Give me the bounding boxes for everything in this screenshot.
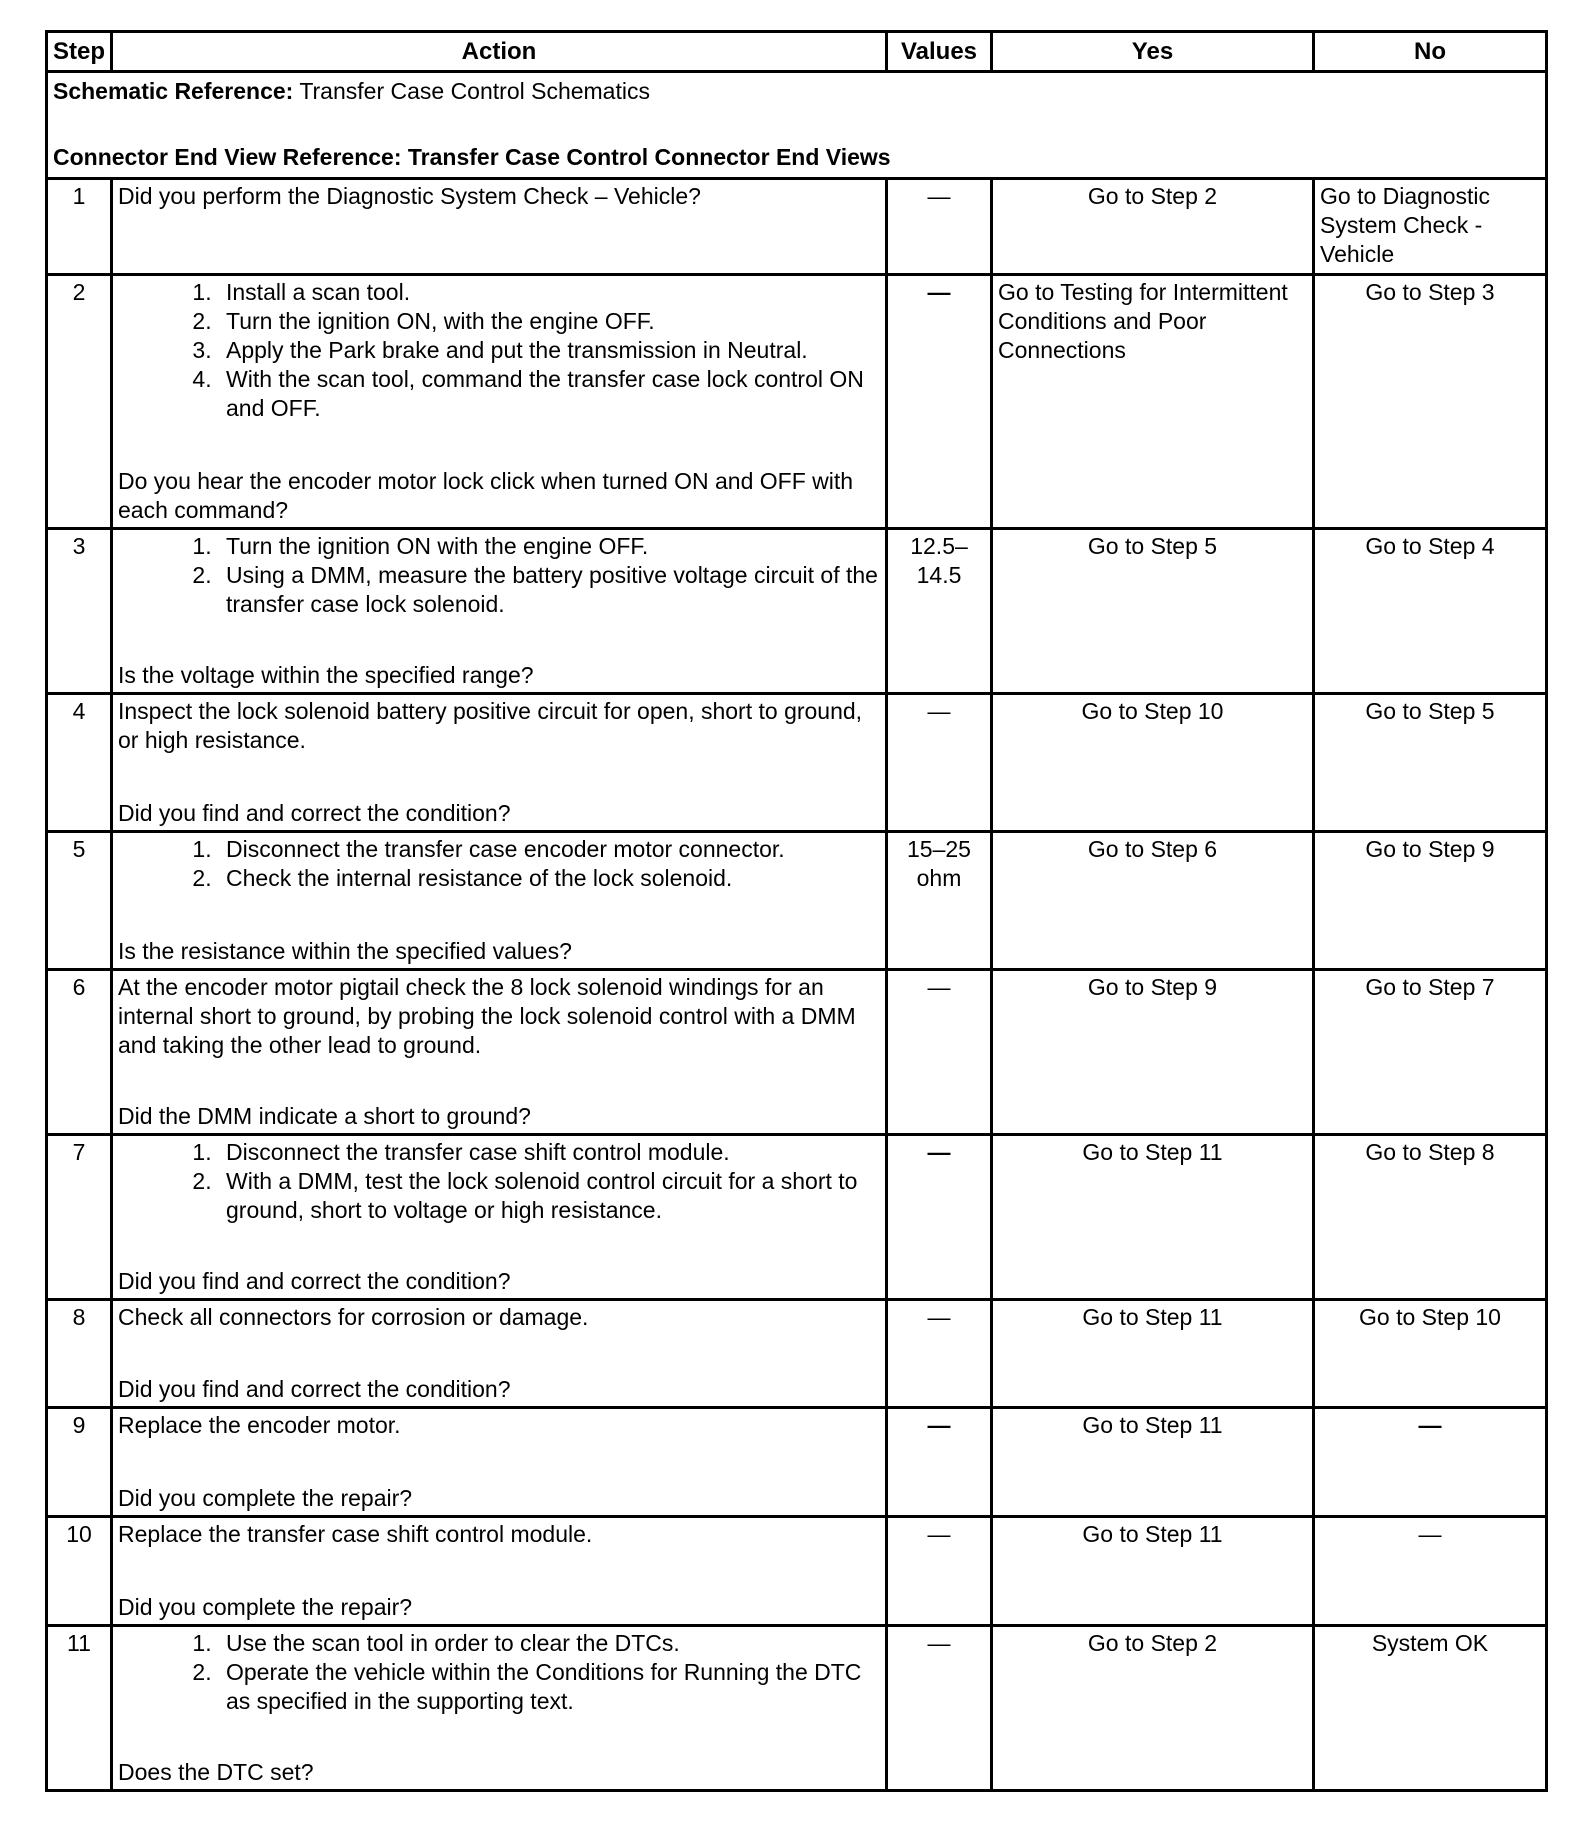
table-row [47,178,1547,275]
yes-cell[interactable]: Go to Step 10 [992,693,1314,831]
action-question: Did the DMM indicate a short to ground? [118,1102,531,1129]
table-row [47,1408,1547,1517]
yes-cell[interactable]: Go to Step 11 [992,1134,1314,1299]
step-number: 6 [47,969,112,1134]
action-list [118,1629,880,1716]
diagnostic-table [45,30,1548,1792]
action-list-item: 1. Disconnect the transfer case shift control module. [218,1138,880,1167]
action-intro: Inspect the lock solenoid battery positive circuit for open, short to ground, or high resistance. [118,697,863,753]
action-list [118,532,880,619]
step-number: 1 [47,178,112,275]
action-cell [112,693,887,831]
no-cell[interactable]: Go to Step 3 [1314,275,1547,529]
no-cell[interactable]: Go to Step 9 [1314,831,1547,969]
step-number: 10 [47,1517,112,1626]
step-number: 2 [47,275,112,529]
action-cell [112,969,887,1134]
action-list-item: 2. Check the internal resistance of the lock solenoid. [218,864,880,893]
no-cell[interactable]: Go to Step 10 [1314,1299,1547,1408]
table-row [47,1625,1547,1790]
action-list-item: 2. With a DMM, test the lock solenoid control circuit for a short to ground, short to voltage or high resistance. [218,1167,880,1225]
action-question: Did you find and correct the condition? [118,799,511,826]
action-cell [112,178,887,275]
yes-cell[interactable]: Go to Testing for Intermittent Conditions and Poor Connections [992,275,1314,529]
header-action: Action [112,32,887,72]
step-number: 11 [47,1625,112,1790]
action-cell [112,528,887,693]
action-cell [112,1625,887,1790]
values-cell: — [887,1408,992,1517]
values-cell: — [887,1299,992,1408]
action-question: Is the resistance within the specified values? [118,937,572,964]
action-list [118,1138,880,1225]
action-question: Do you hear the encoder motor lock click when turned ON and OFF with each command? [118,467,854,523]
reference-row [47,72,1547,179]
schematic-reference-link[interactable]: Transfer Case Control Schematics [293,78,650,104]
values-cell: 12.5–14.5 [887,528,992,693]
step-number: 5 [47,831,112,969]
connector-reference [53,141,1540,173]
values-cell: — [887,178,992,275]
table-row [47,1299,1547,1408]
action-list [118,835,880,893]
action-question: Is the voltage within the specified range? [118,661,534,688]
action-list-item: 1. Disconnect the transfer case encoder motor connector. [218,835,880,864]
table-row [47,831,1547,969]
yes-cell[interactable]: Go to Step 11 [992,1408,1314,1517]
action-list-item: 3. Apply the Park brake and put the transmission in Neutral. [218,336,880,365]
header-yes: Yes [992,32,1314,72]
no-cell: — [1314,1517,1547,1626]
no-cell[interactable]: Go to Step 7 [1314,969,1547,1134]
action-list-item: 1. Turn the ignition ON with the engine OFF. [218,532,880,561]
table-row [47,1517,1547,1626]
step-number: 4 [47,693,112,831]
yes-cell[interactable]: Go to Step 11 [992,1299,1314,1408]
action-list-item: 1. Use the scan tool in order to clear the DTCs. [218,1629,880,1658]
action-intro: Replace the transfer case shift control module. [118,1521,593,1548]
action-list [118,278,880,423]
action-cell [112,1408,887,1517]
action-cell [112,1134,887,1299]
action-list-item: 2. Turn the ignition ON, with the engine OFF. [218,307,880,336]
step-number: 3 [47,528,112,693]
values-cell: — [887,1134,992,1299]
action-cell [112,831,887,969]
no-cell[interactable]: Go to Step 4 [1314,528,1547,693]
action-list-item: 1. Install a scan tool. [218,278,880,307]
action-intro: Check all connectors for corrosion or damage. [118,1303,589,1330]
header-step: Step [47,32,112,72]
values-cell: — [887,969,992,1134]
table-row [47,1134,1547,1299]
yes-cell[interactable]: Go to Step 6 [992,831,1314,969]
connector-reference-label[interactable]: Connector End View Reference: Transfer Case Control Connector End Views [53,144,891,170]
action-list-item: 2. Operate the vehicle within the Conditions for Running the DTC as specified in the supporting text. [218,1658,880,1716]
yes-cell[interactable]: Go to Step 2 [992,178,1314,275]
step-number: 7 [47,1134,112,1299]
action-list-item: 4. With the scan tool, command the transfer case lock control ON and OFF. [218,365,880,423]
table-row [47,693,1547,831]
action-question: Does the DTC set? [118,1759,314,1785]
table-row [47,275,1547,529]
no-cell[interactable]: Go to Step 8 [1314,1134,1547,1299]
schematic-reference-label: Schematic Reference: [53,78,294,104]
no-cell: System OK [1314,1625,1547,1790]
no-cell[interactable]: Go to Diagnostic System Check - Vehicle [1314,178,1547,275]
action-cell [112,275,887,529]
action-intro: Did you perform the Diagnostic System Check – Vehicle? [118,182,701,209]
yes-cell[interactable]: Go to Step 11 [992,1517,1314,1626]
table-row [47,528,1547,693]
values-cell: 15–25 ohm [887,831,992,969]
action-cell [112,1517,887,1626]
action-intro: Replace the encoder motor. [118,1412,401,1439]
yes-cell[interactable]: Go to Step 9 [992,969,1314,1134]
step-number: 9 [47,1408,112,1517]
values-cell: — [887,1517,992,1626]
values-cell: — [887,1625,992,1790]
values-cell: — [887,693,992,831]
values-cell: — [887,275,992,529]
action-question: Did you complete the repair? [118,1485,413,1512]
action-question: Did you find and correct the condition? [118,1267,511,1294]
action-question: Did you find and correct the condition? [118,1376,511,1403]
action-intro: At the encoder motor pigtail check the 8 lock solenoid windings for an internal short to ground, by probing the lock solenoid control with a DMM and taking the other lead to ground. [118,973,856,1058]
no-cell[interactable]: Go to Step 5 [1314,693,1547,831]
action-list-item: 2. Using a DMM, measure the battery positive voltage circuit of the transfer case lock solenoid. [218,561,880,619]
no-cell: — [1314,1408,1547,1517]
table-row [47,969,1547,1134]
header-values: Values [887,32,992,72]
action-cell [112,1299,887,1408]
action-question: Did you complete the repair? [118,1593,413,1620]
step-number: 8 [47,1299,112,1408]
header-row [47,32,1547,72]
reference-cell [47,72,1547,179]
schematic-reference [53,75,1540,107]
yes-cell[interactable]: Go to Step 2 [992,1625,1314,1790]
header-no: No [1314,32,1547,72]
yes-cell[interactable]: Go to Step 5 [992,528,1314,693]
